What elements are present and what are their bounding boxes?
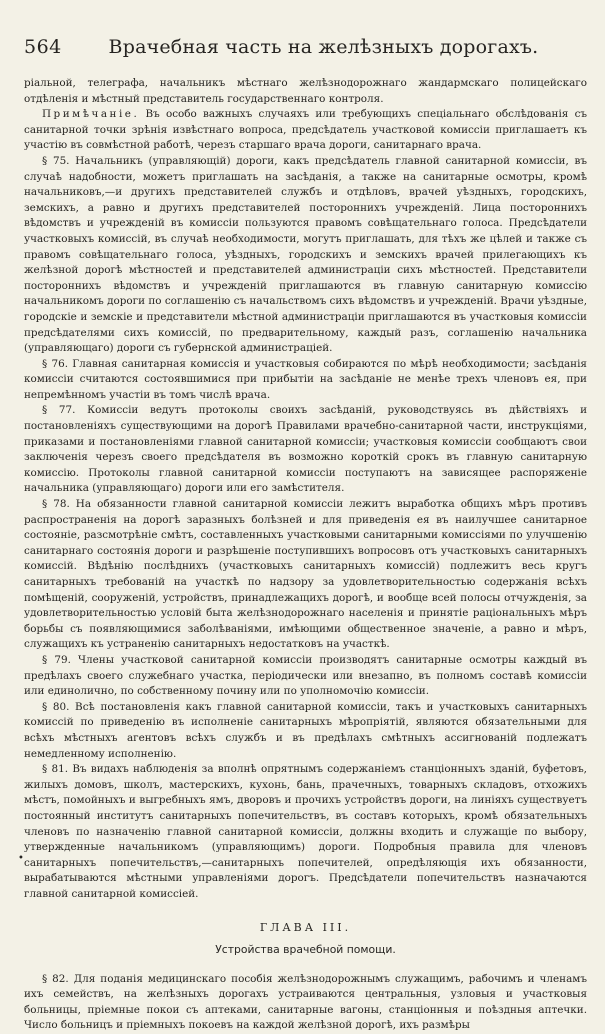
margin-bullet: • [18,853,24,864]
running-title: Врачебная часть на желѣзныхъ дорогахъ. [108,36,539,58]
note-paragraph [24,107,587,154]
paragraph-78: § 78. На обязанности главной санитарной комиссіи лежитъ выработка общихъ мѣръ противъ распространенія на дорогѣ заразныхъ болѣзней и для приведенія ея въ наилучшее санитарное состояніе, разсмотрѣніе смѣтъ, составленныхъ участковыми санитарными комиссіями по улучшенію санитарнаго состоянія дороги и разрѣшеніе поступившихъ вопросовъ отъ участковыхъ санитарныхъ комиссій. Вѣдѣнію послѣднихъ (участковыхъ санитарныхъ комиссій) подлежитъ весь кругъ санитарныхъ требованій на участкѣ по надзору за удовлетворительностью содержанія всѣхъ помѣщеній, сооруженій, устройствъ, принадлежащихъ дорогѣ, и вообще всей полосы отчужденія, за удовлетворительностью условій быта желѣзнодорожнаго населенія и принятіе раціональныхъ мѣръ борьбы съ появляющимися заболѣваніями, имѣющими общественное значеніе, а равно и мѣръ, служащихъ къ устраненію санитарныхъ недостатковъ на участкѣ. [24,498,587,651]
paragraph-79: § 79. Члены участковой санитарной комиссіи производятъ санитарные осмотры каждый въ предѣлахъ своего служебнаго участка, періодически или внезапно, въ полномъ составѣ комиссіи или единолично, по собственному почину или по уполномочію комиссіи. [24,653,587,698]
page-number: 564 [24,36,62,58]
paragraph-82: § 82. Для поданія медицинскаго пособія желѣзнодорожнымъ служащимъ, рабочимъ и членамъ ихъ семействъ, на желѣзныхъ дорогахъ устраиваются центральныя, узловыя и участковыя больницы, пріемные покои съ аптеками, санитарные вагоны, станціонныя и поѣздныя аптечки. Число больницъ и пріемныхъ покоевъ на каждой желѣзной дорогѣ, ихъ размѣры [24,972,587,1032]
page-header [24,36,583,62]
paragraph-76: § 76. Главная санитарная комиссія и участковыя собираются по мѣрѣ необходимости; засѣданія комиссіи считаются состоявшимися при прибытіи на засѣданіе не менѣе трехъ членовъ ея, при непремѣнномъ участіи въ томъ числѣ врача. [24,357,587,401]
chapter-heading: ГЛАВА III. [259,921,352,935]
paragraph-continuation: ріальной, телеграфа, начальникъ мѣстнаго желѣзнодорожнаго жандармскаго полицейскаго отдѣленія и мѣстный представитель государственнаго контроля. [24,77,587,105]
chapter-title: Устройства врачебной помощи. [215,943,396,957]
paragraph-77: § 77. Комиссіи ведутъ протоколы своихъ засѣданій, руководствуясь въ дѣйствіяхъ и постановленіяхъ существующими на дорогѣ Правилами врачебно-санитарной части, инструкціями, приказами и постановленіями главной санитарной комиссіи; участковыя комиссіи сообщаютъ свои заключенія черезъ своего предсѣдателя въ возможно короткій срокъ въ главную санитарную комиссію. Протоколы главной санитарной комиссіи поступаютъ на зависящее распоряженіе начальника (управляющаго) дороги или его замѣстителя. [24,404,587,495]
note-text: Въ особо важныхъ случаяхъ или требующихъ спеціальнаго обслѣдованія съ санитарной точки зрѣнія извѣстнаго вопроса, предсѣдатель участковой комиссіи приглашаетъ къ участію въ совмѣстной работѣ, черезъ старшаго врача дороги, санитарнаго врача. [24,108,587,152]
note-label: Примѣчаніе. [42,108,140,121]
document-body [24,76,587,1034]
paragraph-81: § 81. Въ видахъ наблюденія за вполнѣ опрятнымъ содержаніемъ станціонныхъ зданій, буфетовъ, жилыхъ домовъ, школъ, мастерскихъ, кухонь, бань, прачечныхъ, товарныхъ складовъ, отхожихъ мѣстъ, помойныхъ и выгребныхъ ямъ, дворовъ и прочихъ устройствъ дороги, на линіяхъ существуетъ постоянный институтъ санитарныхъ попечительствъ, въ составъ которыхъ, кромѣ обязательныхъ членовъ по назначенію главной санитарной комиссіи, должны входить и служащіе по выбору, утвержденные начальникомъ (управляющимъ) дороги. Подробныя правила для членовъ санитарныхъ попечительствъ,—санитарныхъ попечителей, опредѣляющія ихъ обязанности, вырабатываются мѣстными управленіями дорогъ. Предсѣдатели попечительствъ назначаются главной санитарной комиссіей. [24,763,587,900]
paragraph-75: § 75. Начальникъ (управляющій) дороги, какъ предсѣдатель главной санитарной комиссіи, въ случаѣ надобности, можетъ приглашать на засѣданія, а также на санитарные осмотры, кромѣ начальниковъ,—и другихъ представителей службъ и отдѣловъ, врачей уѣздныхъ, городскихъ, земскихъ, а равно и другихъ представителей постороннихъ учрежденій. Лица постороннихъ вѣдомствъ и учрежденій въ комиссіи пользуются правомъ совѣщательнаго голоса. Предсѣдатели участковыхъ комиссій, въ случаѣ необходимости, могутъ приглашать, для тѣхъ же цѣлей и также съ правомъ совѣщательнаго голоса, уѣздныхъ, городскихъ и земскихъ врачей прилегающихъ къ желѣзной дорогѣ мѣстностей и представителей администраціи сихъ мѣстностей. Представители постороннихъ вѣдомствъ и учрежденій приглашаются въ главную санитарную комиссію начальникомъ дороги по соглашенію съ начальствомъ сихъ вѣдомствъ и учрежденій. Врачи уѣздные, городскіе и земскіе и представители мѣстной администраціи приглашаются въ участковыя комиссіи предсѣдателями сихъ комиссій, по предварительному, каждый разъ, соглашенію начальника (управляющаго) дороги съ губернской администраціей. [24,154,587,355]
paragraph-80: § 80. Всѣ постановленія какъ главной санитарной комиссіи, такъ и участковыхъ санитарныхъ комиссій по приведенію въ исполненіе санитарныхъ мѣропріятій, являются обязательными для всѣхъ мѣстныхъ агентовъ всѣхъ службъ и въ предѣлахъ смѣтныхъ ассигнованій подлежатъ немедленному исполненію. [24,700,587,760]
